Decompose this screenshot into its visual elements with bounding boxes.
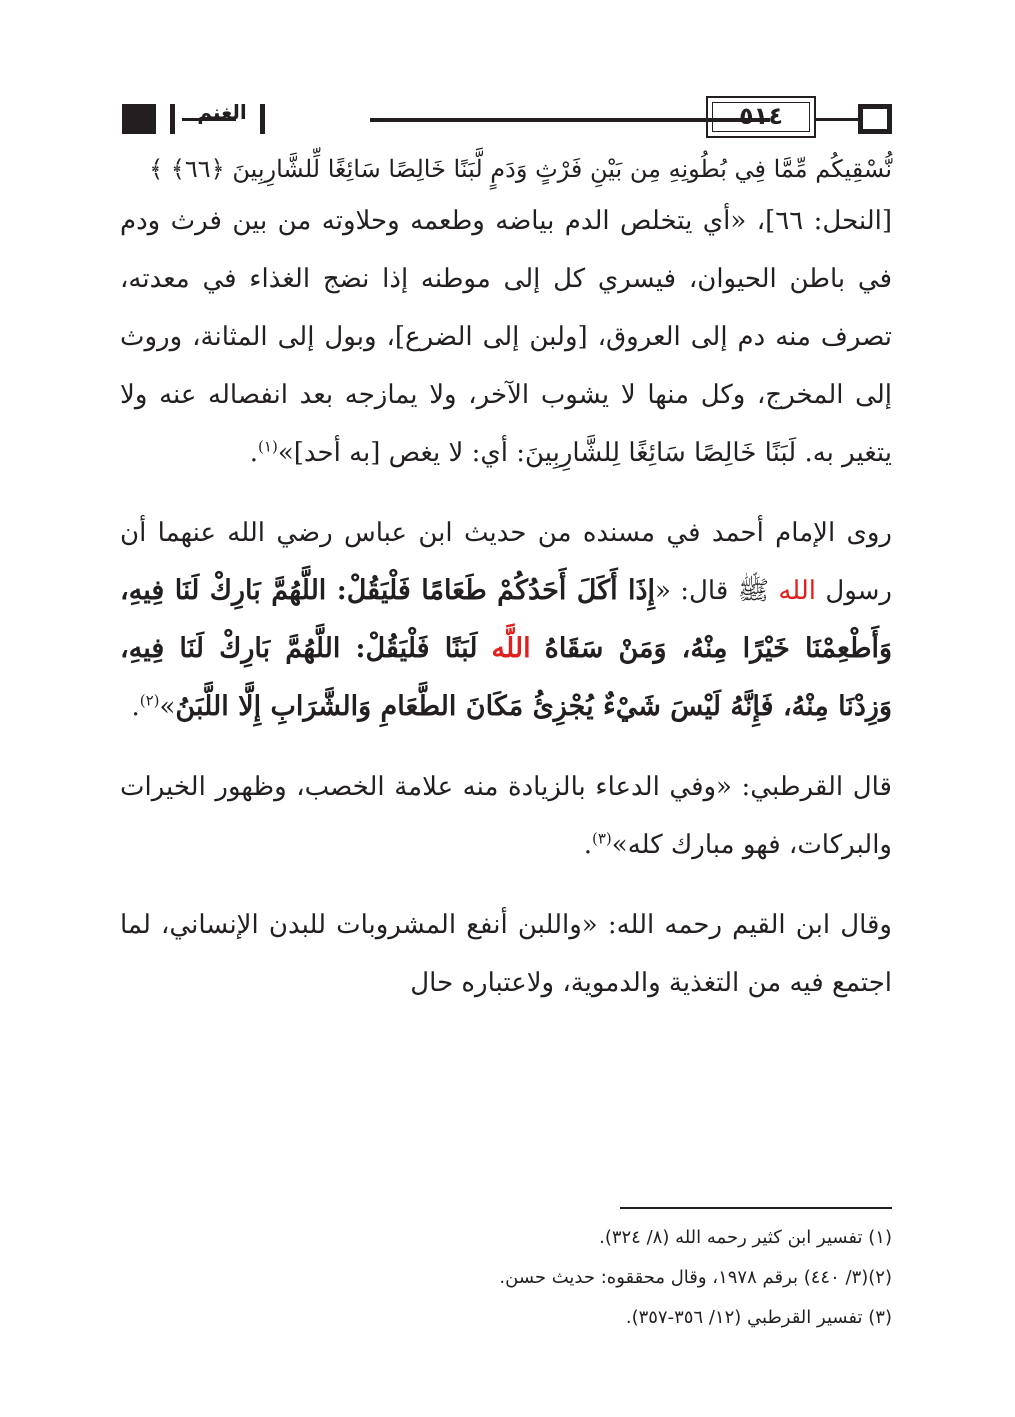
header-ornament-bar <box>170 104 175 134</box>
paragraph-text: [النحل: ٦٦]، «أي يتخلص الدم بياضه وطعمه وحلاوته من بين فرث ودم في باطن الحيوان، فيسري كل إلى موطنه إذا نضج الغذاء في معدته، تصرف منه دم إلى العروق، [ولبن إلى الضرع]، وبول إلى المثانة، وروث إلى المخرج، وكل منها لا يشوب الآخر، ولا يمازجه بعد انفصاله عنه ولا يتغير به. لَبَنًا خَالِصًا سَائِغًا لِلشَّارِبِينَ: أي: لا يغص [به أحد]» <box>120 206 892 468</box>
footnote-ref: (٢) <box>139 691 160 710</box>
paragraph-qurtubi: قال القرطبي: «وفي الدعاء بالزيادة منه علامة الخصب، وظهور الخيرات والبركات، فهو مبارك كله»$^{(٣)}$. <box>120 772 892 860</box>
running-title: الغنم <box>197 100 247 124</box>
paragraph-text: قال القرطبي: «وفي الدعاء بالزيادة منه علامة الخصب، وظهور الخيرات والبركات، فهو مبارك كله» <box>120 772 892 860</box>
paragraph-text: روى الإمام أحمد في مسنده من حديث ابن عباس رضي الله عنهما أن رسول <box>120 518 892 606</box>
footnote-2: (٢)(٣/ ٤٤٠) برقم ١٩٧٨، وقال محققوه: حديث حسن. <box>499 1267 892 1288</box>
paragraph-tafsir: [النحل: ٦٦]، «أي يتخلص الدم بياضه وطعمه وحلاوته من بين فرث ودم في باطن الحيوان، فيسري كل إلى موطنه إذا نضج الغذاء في معدته، تصرف منه دم إلى العروق، [ولبن إلى الضرع]، وبول إلى المثانة، وروث إلى المخرج، وكل منها لا يشوب الآخر، ولا يمازجه بعد انفصاله عنه ولا يتغير به. لَبَنًا خَالِصًا سَائِغًا لِلشَّارِبِينَ: أي: لا يغص [به أحد]»$^{(١)}$. <box>120 206 892 468</box>
footnotes <box>120 1218 892 1338</box>
header-ornament-bar <box>260 104 265 134</box>
paragraph-hadith: روى الإمام أحمد في مسنده من حديث ابن عباس رضي الله عنهما أن رسول الله ﷺ قال: «إِذَا أَكَلَ أَحَدُكُمْ طَعَامًا فَلْيَقُلْ: اللَّهُمَّ بَارِكْ لَنَا فِيهِ، وَأَطْعِمْنَا خَيْرًا مِنْهُ، وَمَنْ سَقَاهُ اللَّه لَبَنًا فَلْيَقُلْ: اللَّهُمَّ بَارِكْ لَنَا فِيهِ، وَزِدْنَا مِنْهُ، فَإِنَّهُ لَيْسَ شَيْءٌ يُجْزِئُ مَكَانَ الطَّعَامِ وَالشَّرَابِ إِلَّا اللَّبَنُ»$^{(٢)}$. <box>120 518 893 722</box>
page-header <box>122 96 892 140</box>
header-ornament-right <box>858 104 892 134</box>
paragraph-text: وقال ابن القيم رحمه الله: «واللبن أنفع المشروبات للبدن الإنساني، لما اجتمع فيه من التغذية والدموية، ولاعتباره حال <box>120 910 892 998</box>
paragraph-ibn-qayyim <box>120 896 892 1012</box>
page-number-frame <box>706 96 816 138</box>
hadith-text: إِذَا أَكَلَ أَحَدُكُمْ طَعَامًا فَلْيَقُلْ: اللَّهُمَّ بَارِكْ لَنَا فِيهِ، وَأَطْعِمْنَا خَيْرًا مِنْهُ، وَمَنْ سَقَاهُ <box>120 575 893 664</box>
paragraph-text: ﷺ قال: « <box>655 576 769 606</box>
allah-word: اللَّه <box>491 633 531 664</box>
quran-verse: نُّسْقِيكُم مِّمَّا فِي بُطُونِهِ مِن بَيْنِ فَرْثٍ وَدَمٍ لَّبَنًا خَالِصًا سَائِغًا لِّلشَّارِبِينَ ﴿٦٦﴾ ﴾ <box>149 155 892 183</box>
quote-close: » <box>159 692 176 722</box>
footnote-3: (٣) تفسير القرطبي (١٢/ ٣٥٦-٣٥٧). <box>625 1307 892 1328</box>
main-text <box>120 146 892 1012</box>
footnote-ref: (١) <box>258 437 278 456</box>
hadith-text: لَبَنًا فَلْيَقُلْ: اللَّهُمَّ بَارِكْ لَنَا فِيهِ، وَزِدْنَا مِنْهُ، فَإِنَّهُ لَيْسَ شَيْءٌ يُجْزِئُ مَكَانَ الطَّعَامِ وَالشَّرَابِ إِلَّا اللَّبَنُ <box>120 633 892 722</box>
allah-word: الله <box>778 576 817 606</box>
page-number: ٥١٤ <box>739 102 783 130</box>
footnote-separator <box>620 1207 892 1209</box>
header-ornament-left <box>122 104 156 134</box>
header-rule-right <box>816 118 858 121</box>
footnote-1: (١) تفسير ابن كثير رحمه الله (٨/ ٣٢٤). <box>599 1227 892 1248</box>
footnote-ref: (٣) <box>592 829 612 848</box>
